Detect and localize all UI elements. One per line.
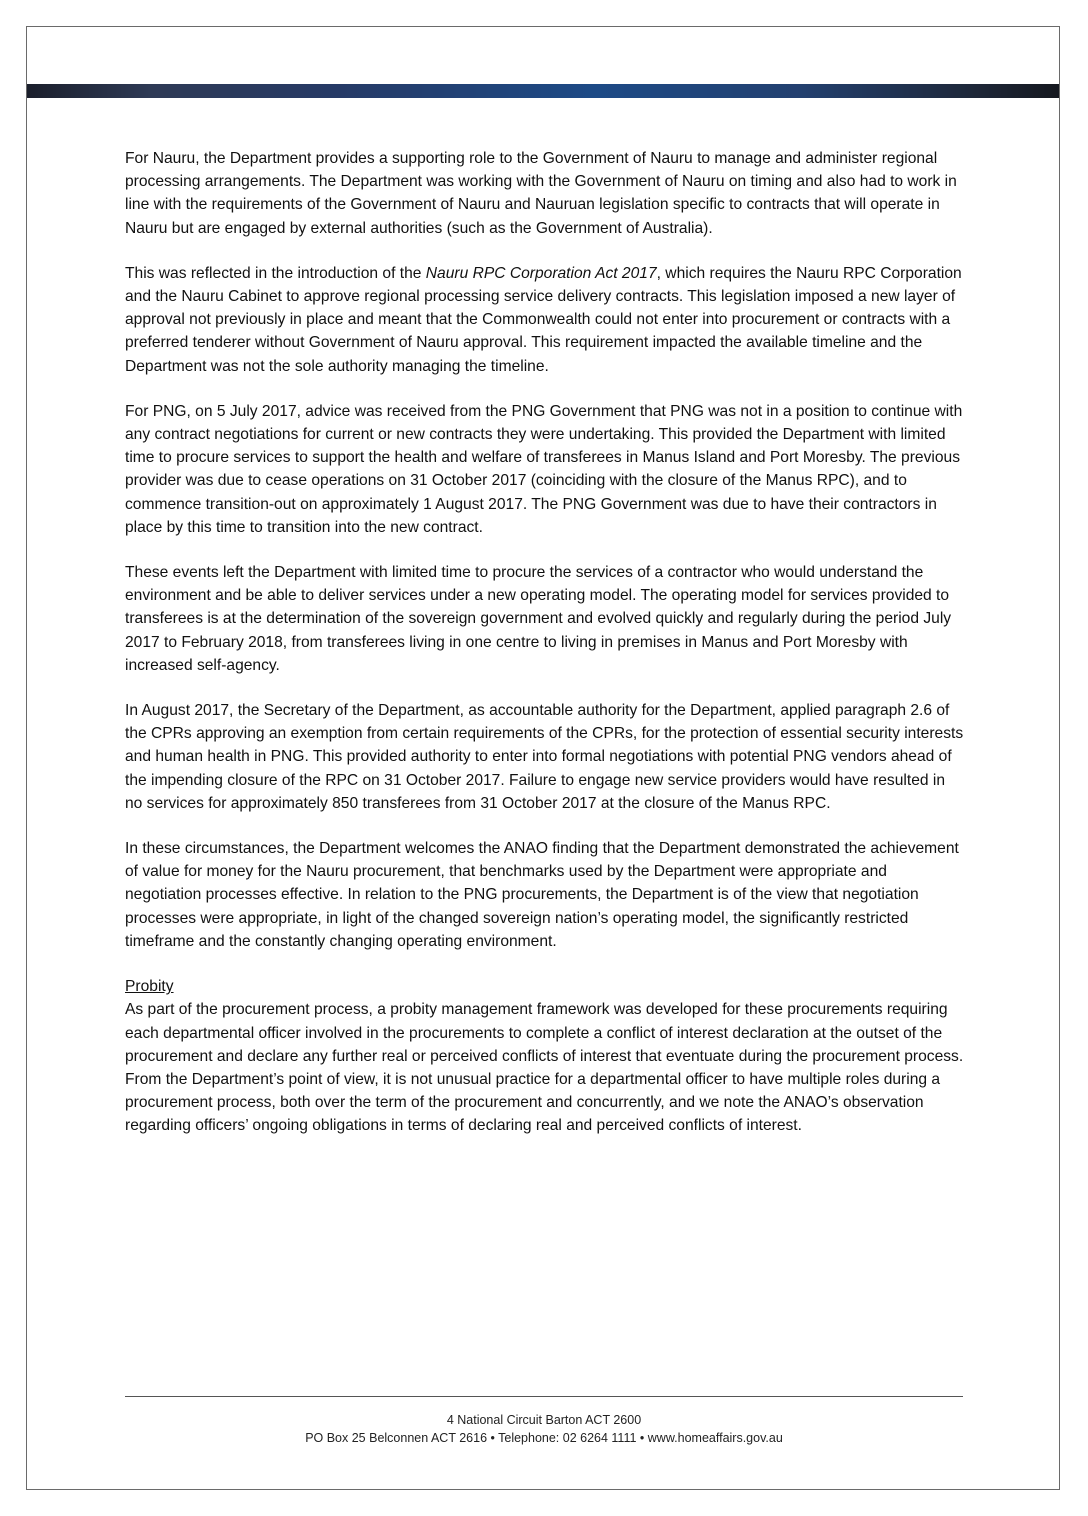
footer-address: 4 National Circuit Barton ACT 2600 (446, 1413, 642, 1427)
footer-contact: PO Box 25 Belconnen ACT 2616 • Telephone: 02 6264 1111 • www.homeaffairs.gov.au (305, 1431, 783, 1445)
act-title: Nauru RPC Corporation Act 2017 (425, 264, 657, 282)
paragraph-nauru-act-rest: , which requires the Nauru RPC Corporation and the Nauru Cabinet to approve regional processing service delivery contracts. This legislation imposed a new layer of approval not previously in place and meant that the Commonwealth could not enter into procurement or contracts with a preferred tenderer without Government of Nauru approval. This requirement impacted the available timeline and the Department was not the sole authority managing the timeline. (125, 264, 962, 375)
paragraph-nauru-act (125, 262, 965, 378)
paragraph-limited-time: These events left the Department with limited time to procure the services of a contractor who would understand the environment and be able to deliver services under a new operating model. The operating model for services provided to transferees is at the determination of the sovereign government and evolved quickly and regularly during the period July 2017 to February 2018, from transferees living in one centre to living in premises in Manus and Port Moresby with increased self-agency. (125, 564, 952, 674)
paragraph-value-for-money: In these circumstances, the Department welcomes the ANAO finding that the Department demonstrated the achievement of value for money for the Nauru procurement, that benchmarks used by the Department were appropriate and negotiation processes effective. In relation to the PNG procurements, the Department is of the view that negotiation processes were appropriate, in light of the changed sovereign nation’s operating model, the significantly restricted timeframe and the constantly changing operating environment. (125, 840, 959, 950)
letter-body (125, 147, 965, 1160)
footer-divider (125, 1396, 963, 1397)
paragraph-nauru-act-lead: This was reflected in the introduction of the (125, 264, 426, 282)
header-banner (27, 84, 1059, 98)
probity-heading: Probity (125, 978, 174, 996)
paragraph-cpr-exemption: In August 2017, the Secretary of the Department, as accountable authority for the Department, applied paragraph 2.6 of the CPRs approving an exemption from certain requirements of the CPRs, for the protection of essential security interests and human health in PNG. This provided authority to enter into formal negotiations with potential PNG vendors ahead of the impending closure of the RPC on 31 October 2017. Failure to engage new service providers would have resulted in no services for approximately 850 transferees from 31 October 2017 at the closure of the Manus RPC. (125, 702, 964, 812)
paragraph-nauru-role: For Nauru, the Department provides a supporting role to the Government of Nauru to manage and administer regional processing arrangements. The Department was working with the Government of Nauru on timing and also had to work in line with the requirements of the Government of Nauru and Nauruan legislation specific to contracts that will operate in Nauru but are engaged by external authorities (such as the Government of Australia). (125, 150, 957, 237)
probity-text: As part of the procurement process, a probity management framework was developed for these procurements requiring each departmental officer involved in the procurements to complete a conflict of interest declaration at the outset of the procurement and declare any further real or perceived conflicts of interest that eventuate during the procurement process. From the Department’s point of view, it is not unusual practice for a departmental officer to have multiple roles during a procurement process, both over the term of the procurement and concurrently, and we note the ANAO’s observation regarding officers’ ongoing obligations in terms of declaring real and perceived conflicts of interest. (125, 1001, 964, 1135)
paragraph-png-advice: For PNG, on 5 July 2017, advice was received from the PNG Government that PNG was not in a position to continue with any contract negotiations for current or new contracts they were undertaking. This provided the Department with limited time to procure services to support the health and welfare of transferees in Manus Island and Port Moresby. The previous provider was due to cease operations on 31 October 2017 (coinciding with the closure of the Manus RPC), and to commence transition-out on approximately 1 August 2017. The PNG Government was due to have their contractors in place by this time to transition into the new contract. (125, 402, 963, 536)
paragraph-probity (125, 975, 965, 1137)
footer (125, 1411, 963, 1447)
